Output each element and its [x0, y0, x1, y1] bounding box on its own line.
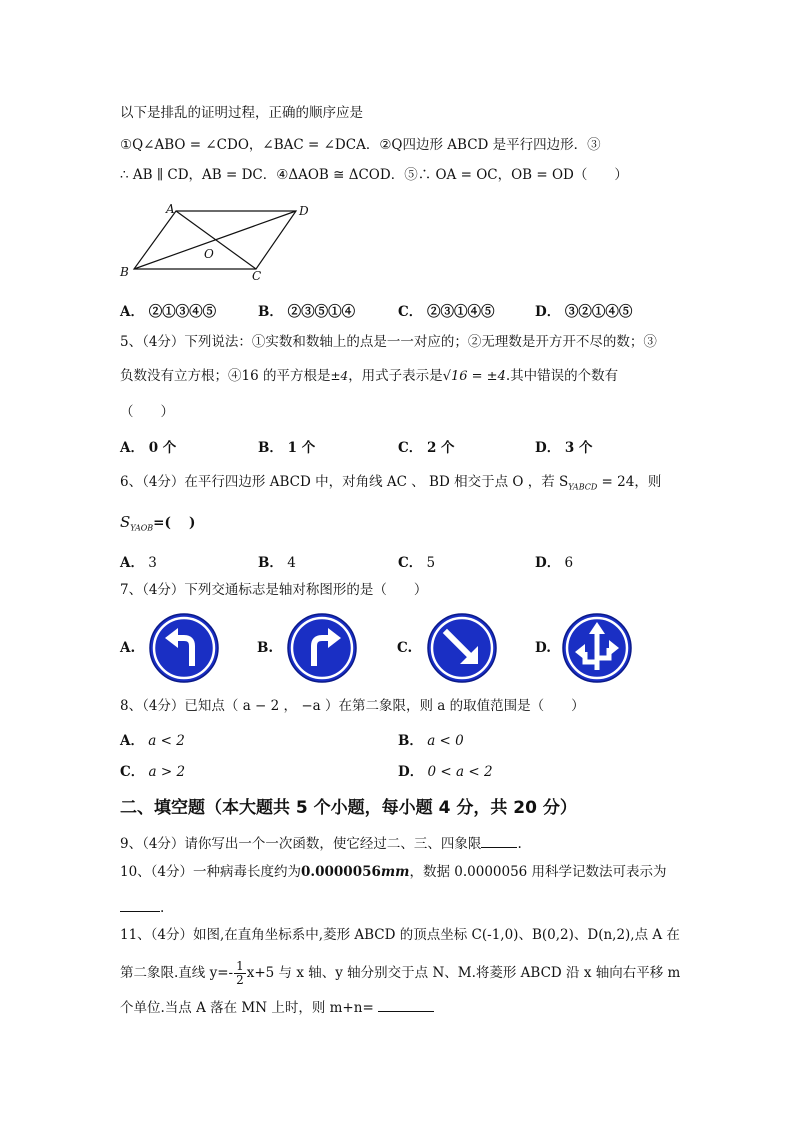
left-turn-arrow-icon	[148, 612, 220, 684]
q7-option-d[interactable]	[561, 612, 633, 688]
label-b: B	[120, 265, 129, 279]
q4-line1: ①Q∠ABO = ∠CDO，∠BAC = ∠DCA．②Q四边形 ABCD 是平行四边形．③	[120, 137, 601, 153]
q4-line2: ∴ AB ∥ CD，AB = DC．④ΔAOB ≅ ΔCOD．⑤∴ OA = OC，OB = OD（ ）	[120, 167, 628, 183]
q7-option-a-letter: A.	[120, 640, 136, 656]
q11-line1: 11、（4分）如图,在直角坐标系中,菱形 ABCD 的顶点坐标 C(-1,0)、B(0,2)、D(n,2),点 A 在	[120, 927, 680, 943]
q5-option-c[interactable]: C． 2 个	[398, 440, 455, 456]
label-a: A	[166, 202, 175, 216]
q4-option-c[interactable]: C． ②③①④⑤	[398, 304, 495, 320]
q7-line1: 7、（4分）下列交通标志是轴对称图形的是（ ）	[120, 582, 428, 598]
q9-answer-blank[interactable]	[481, 833, 517, 848]
q10-answer-blank[interactable]	[120, 897, 160, 912]
q8-option-d[interactable]: D． 0 < a < 2	[398, 764, 493, 780]
down-right-arrow-icon	[426, 612, 498, 684]
q8-option-c[interactable]: C． a > 2	[120, 764, 186, 780]
q6-option-d[interactable]: D． 6	[535, 555, 574, 571]
q11-answer-blank[interactable]	[378, 997, 434, 1012]
q7-option-c-letter: C.	[397, 640, 413, 656]
q5-option-a[interactable]: A． 0 个	[120, 440, 177, 456]
q6-option-b[interactable]: B． 4	[258, 555, 296, 571]
q11-line3: 个单位.当点 A 落在 MN 上时，则 m+n=	[120, 997, 434, 1017]
label-d: D	[299, 204, 309, 218]
q11-line2: 第二象限.直线 y=- $\frac{1}{2}$ x+5 与 x 轴、y 轴分别交于点 N、M.将菱形 ABCD 沿 x 轴向右平移 m	[120, 959, 681, 987]
q10-line1: 10、（4分）一种病毒长度约为0.0000056mm，数据 0.0000056 用科学记数法可表示为	[120, 864, 667, 880]
label-c: C	[252, 269, 262, 282]
q7-option-b-letter: B.	[257, 640, 274, 656]
parallelogram-figure	[116, 202, 316, 282]
q4-option-d[interactable]: D． ③②①④⑤	[535, 304, 633, 320]
q5-line1: 5、（4分）下列说法：①实数和数轴上的点是一一对应的；②无理数是开方开不尽的数；③	[120, 334, 657, 350]
q5-option-b[interactable]: B． 1 个	[258, 440, 316, 456]
q8-option-b[interactable]: B． a < 0	[398, 733, 464, 749]
straight-or-turn-arrow-icon	[561, 612, 633, 684]
q7-option-a[interactable]	[148, 612, 220, 688]
right-turn-arrow-icon	[286, 612, 358, 684]
q7-option-b[interactable]	[286, 612, 358, 688]
q6-line1: 6、（4分）在平行四边形 ABCD 中，对角线 AC 、 BD 相交于点 O ，若 $S_{YABCD} = 24$，则	[120, 474, 662, 492]
q4-intro: 以下是排乱的证明过程，正确的顺序应是	[120, 105, 363, 121]
q5-line3: （ ）	[120, 404, 174, 420]
q7-option-d-letter: D.	[535, 640, 551, 656]
q4-option-b[interactable]: B． ②③⑤①④	[258, 304, 356, 320]
q10-line2: .	[120, 897, 164, 917]
q8-option-a[interactable]: A． a < 2	[120, 733, 185, 749]
q5-option-d[interactable]: D． 3 个	[535, 440, 593, 456]
q5-line2: 负数没有立方根；④16 的平方根是±4，用式子表示是√16 = ±4.其中错误的个数有	[120, 368, 619, 384]
section-title: 二、填空题（本大题共 5 个小题，每小题 4 分，共 20 分）	[120, 798, 577, 818]
q9-line1: 9、（4分）请你写出一个一次函数，使它经过二、三、四象限 .	[120, 833, 522, 853]
q6-option-a[interactable]: A． 3	[120, 555, 157, 571]
fraction-one-half: $\frac{1}{2}$	[236, 959, 244, 987]
label-o: O	[204, 247, 214, 261]
q6-option-c[interactable]: C． 5	[398, 555, 436, 571]
q6-line2: $S_{YAOB}=$( )	[120, 513, 196, 533]
q7-option-c[interactable]	[426, 612, 498, 688]
q8-line1: 8、（4分）已知点（ a − 2 ， −a ）在第二象限，则 a 的取值范围是（ ）	[120, 698, 585, 714]
q4-option-a[interactable]: A． ②①③④⑤	[120, 304, 217, 320]
